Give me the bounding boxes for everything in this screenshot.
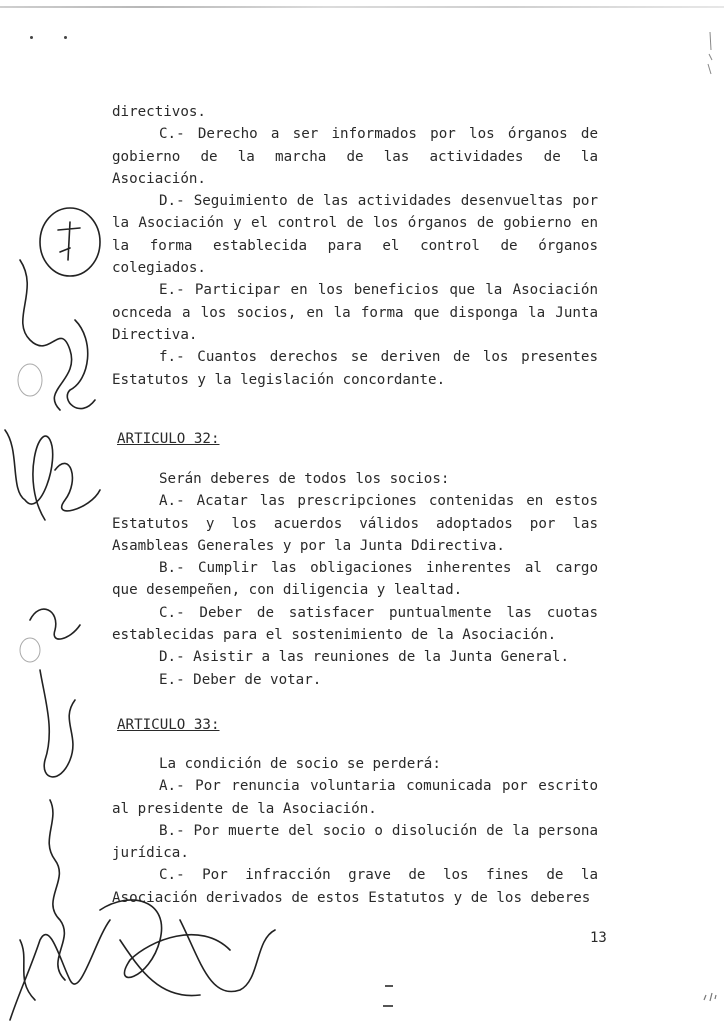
paragraph: A.- Acatar las prescripciones contenidas en estos Estatutos y los acuerdos válidos adoptados por las Asambleas Generales y por la Junta Ddirectiva.	[112, 493, 598, 554]
paragraph: C.- Deber de satisfacer puntualmente las cuotas establecidas para el sostenimiento de la Asociación.	[112, 604, 598, 644]
scan-dot	[30, 36, 33, 39]
paragraph: f.- Cuantos derechos se deriven de los presentes Estatutos y la legislación concordante.	[112, 349, 598, 388]
paragraph: B.- Por muerte del socio o disolución de la persona jurídica.	[112, 822, 598, 862]
paragraph: D.- Seguimiento de las actividades desenvueltas por la Asociación y el control de los órganos de gobierno en la forma establecida para el control de órganos colegiados.	[112, 193, 598, 277]
paragraph: C.- Por infracción grave de los fines de la Asociación derivados de estos Estatutos y de los deberes	[112, 867, 598, 906]
paragraph: E.- Deber de votar.	[159, 671, 322, 688]
bottom-signatures	[0, 880, 280, 1024]
scan-mark	[385, 985, 393, 987]
article-33-heading: ARTICULO 33:	[117, 717, 220, 733]
margin-corner-mark	[700, 975, 720, 1005]
article-31-continuation	[112, 101, 598, 391]
paragraph: C.- Derecho a ser informados por los órganos de gobierno de la marcha de las actividades de la Asociación.	[112, 126, 598, 187]
paragraph: directivos.	[112, 104, 206, 120]
article-32-body	[112, 468, 598, 691]
paragraph: A.- Por renuncia voluntaria comunicada por escrito al presidente de la Asociación.	[112, 778, 598, 817]
paragraph: E.- Participar en los beneficios que la Asociación ocnceda a los socios, en la forma que disponga la Junta Directiva.	[112, 282, 598, 343]
scan-edge-line	[0, 6, 724, 8]
paragraph: Serán deberes de todos los socios:	[159, 471, 450, 487]
paragraph: D.- Asistir a las reuniones de la Junta General.	[159, 649, 569, 666]
article-32-heading: ARTICULO 32:	[117, 431, 220, 447]
paragraph: B.- Cumplir las obligaciones inherentes al cargo que desempeñen, con diligencia y lealtad.	[112, 560, 598, 599]
scan-dot	[64, 36, 67, 39]
margin-pencil-mark	[700, 30, 720, 80]
paragraph: La condición de socio se perderá:	[159, 756, 441, 772]
scan-mark	[383, 1005, 393, 1007]
page-number: 13	[590, 930, 607, 946]
